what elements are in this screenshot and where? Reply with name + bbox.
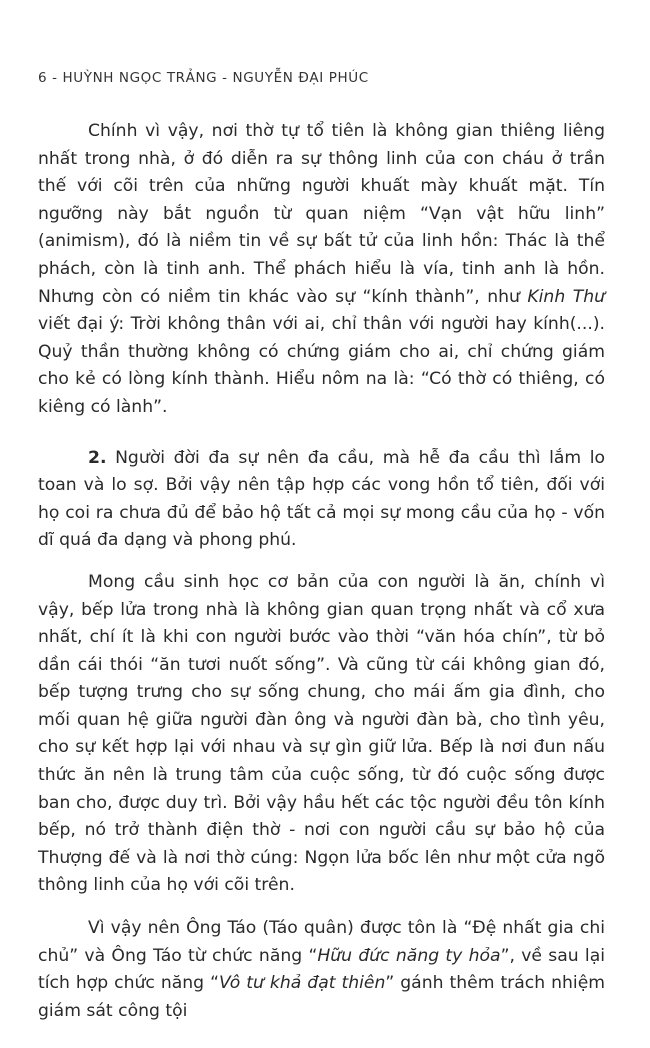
section-number: 2. <box>88 447 107 468</box>
paragraph-1: Chính vì vậy, nơi thờ tự tổ tiên là không gian thiêng liêng nhất trong nhà, ở đó diễn ra sự thông linh của con cháu ở trần thế với cõi trên của những người khuất mày khuất mặt. Tín ngưỡng này bắt nguồn từ quan niệm “Vạn vật hữu linh” (animism), đó là niềm tin về sự bất tử của linh hồn: Thác là thể phách, còn là tinh anh. Thể phách hiểu là vía, tinh anh là hồn. Nhưng còn có niềm tin khác vào sự “kính thành”, như Kinh Thư viết đại ý: Trời không thân với ai, chỉ thân với người hay kính(...). Quỷ thần thường không có chứng giám cho ai, chỉ chứng giám cho kẻ có lòng kính thành. Hiểu nôm na là: “Có thờ có thiêng, có kiêng có lành”. <box>38 121 605 417</box>
page-body <box>38 118 605 1048</box>
running-header <box>38 70 369 86</box>
header-author-1: HUỲNH NGỌC TRẢNG <box>62 70 218 86</box>
header-separator: - <box>222 70 228 86</box>
header-author-2: NGUYỄN ĐẠI PHÚC <box>232 70 369 86</box>
paragraph-4: Vì vậy nên Ông Táo (Táo quân) được tôn là “Đệ nhất gia chi chủ” và Ông Táo từ chức năng “Hữu đức năng ty hỏa”, về sau lại tích hợp chức năng “Vô tư khả đạt thiên” gánh thêm trách nhiệm giám sát công tội <box>38 918 606 1021</box>
italic-phrase-1: Hữu đức năng ty hỏa <box>317 945 501 966</box>
page-number: 6 <box>38 70 48 86</box>
paragraph-3: Mong cầu sinh học cơ bản của con người là ăn, chính vì vậy, bếp lửa trong nhà là không gian quan trọng nhất và cổ xưa nhất, chí ít là khi con người bước vào thời “văn hóa chín”, từ bỏ dần cái thói “ăn tươi nuốt sống”. Và cũng từ cái không gian đó, bếp tượng trưng cho sự sống chung, cho mái ấm gia đình, cho mối quan hệ giữa người đàn ông và người đàn bà, cho tình yêu, cho sự kết hợp lại với nhau và sự gìn giữ lửa. Bếp là nơi đun nấu thức ăn nên là trung tâm của cuộc sống, từ đó cuộc sống được ban cho, được duy trì. Bởi vậy hầu hết các tộc người đều tôn kính bếp, nó trở thành điện thờ - nơi con người cầu sự bảo hộ của Thượng đế và là nơi thờ cúng: Ngọn lửa bốc lên như một cửa ngõ thông linh của họ với cõi trên. <box>38 571 605 896</box>
paragraph-2: 2. Người đời đa sự nên đa cầu, mà hễ đa cầu thì lắm lo toan và lo sợ. Bởi vậy nên tập hợp các vong hồn tổ tiên, đối với họ coi ra chưa đủ để bảo hộ tất cả mọi sự mong cầu của họ - vốn dĩ quá đa dạng và phong phú. <box>38 447 605 551</box>
header-separator: - <box>52 70 58 86</box>
book-title-kinh-thu: Kinh Thư <box>527 286 605 307</box>
italic-phrase-2: Vô tư khả đạt thiên <box>219 973 386 994</box>
